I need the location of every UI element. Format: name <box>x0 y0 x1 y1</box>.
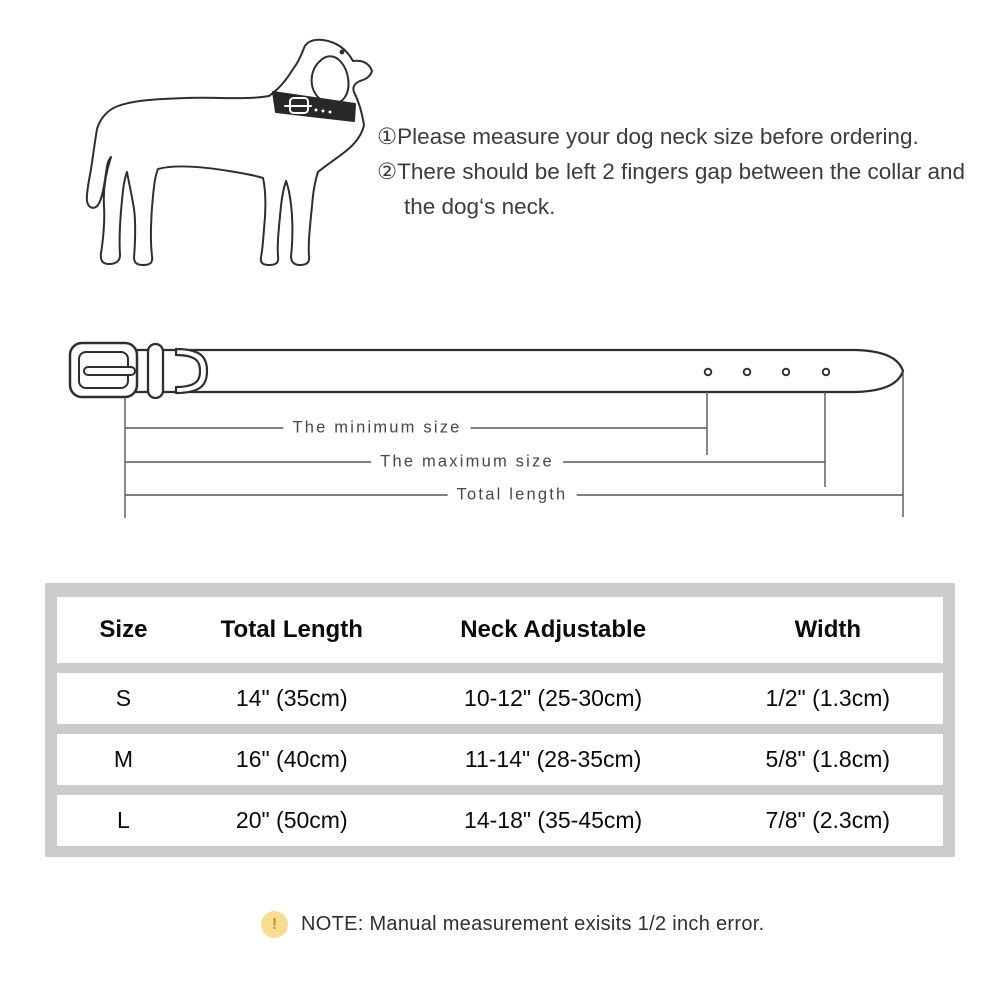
header-neck-adjustable: Neck Adjustable <box>460 616 647 643</box>
cell-width: 1/2" (1.3cm) <box>765 685 891 711</box>
instruction-1-text: Please measure your dog neck size before ordering. <box>397 124 919 149</box>
label-total-length: Total length <box>448 486 577 505</box>
cell-total-length: 16" (40cm) <box>235 746 348 772</box>
cell-width: 5/8" (1.8cm) <box>765 746 891 772</box>
note-text: NOTE: Manual measurement exisits 1/2 inch error. <box>301 913 765 935</box>
note <box>261 911 764 938</box>
cell-total-length: 20" (50cm) <box>235 807 348 833</box>
header-total-length: Total Length <box>220 616 363 643</box>
instruction-1 <box>377 119 976 154</box>
circled-1-marker: ① <box>377 124 398 149</box>
cell-total-length: 14" (35cm) <box>235 685 348 711</box>
label-minimum-size: The minimum size <box>283 419 470 438</box>
dog-eye <box>340 50 345 55</box>
exclamation-icon: ! <box>261 911 288 938</box>
buckle-prong <box>84 367 135 375</box>
instruction-2 <box>377 154 976 224</box>
cell-neck-adjustable: 11-14" (28-35cm) <box>464 746 642 772</box>
instructions <box>377 119 976 224</box>
header-width: Width <box>794 616 861 643</box>
dog-ear <box>312 56 349 103</box>
instruction-2-text: There should be left 2 fingers gap between the collar and the dog‘s neck. <box>397 159 966 219</box>
table-row <box>57 795 943 846</box>
cell-width: 7/8" (2.3cm) <box>765 807 891 833</box>
collar-buckle <box>70 343 137 397</box>
label-maximum-size: The maximum size <box>371 453 563 472</box>
cell-neck-adjustable: 10-12" (25-30cm) <box>464 685 643 711</box>
header-size: Size <box>99 616 148 643</box>
cell-size: S <box>115 685 132 711</box>
collar-keeper <box>148 344 163 398</box>
table-row <box>57 673 943 724</box>
cell-neck-adjustable: 14-18" (35-45cm) <box>464 807 643 833</box>
cell-size: L <box>117 807 130 833</box>
table-row <box>57 734 943 785</box>
table-header-row <box>57 597 943 663</box>
cell-size: M <box>113 746 134 772</box>
size-table <box>45 583 955 857</box>
dog-illustration <box>87 40 372 265</box>
circled-2-marker: ② <box>377 159 398 184</box>
